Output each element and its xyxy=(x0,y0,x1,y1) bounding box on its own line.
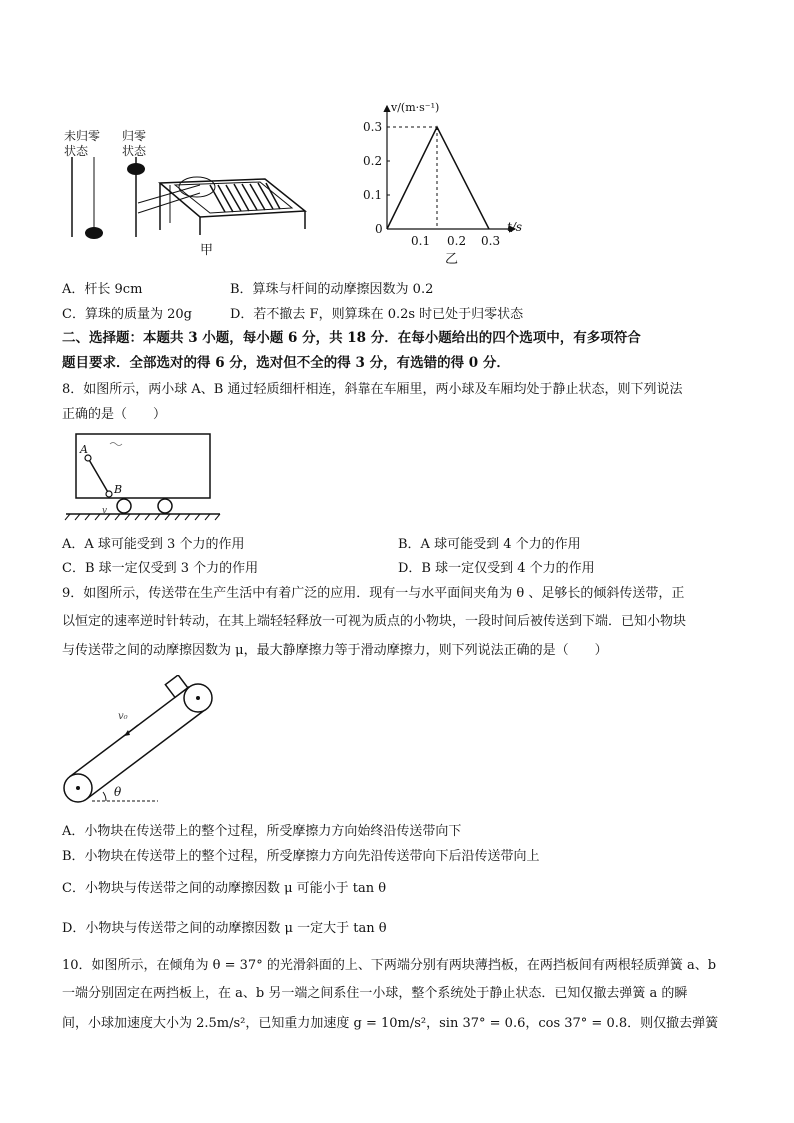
caption-jia: 甲 xyxy=(200,243,214,258)
q9-stem-line2: 以恒定的速率逆时针转动，在其上端轻轻释放一可视为质点的小物块，一段时间后被传送到下端．已知小物块 xyxy=(62,614,687,629)
bead-unreturned xyxy=(85,227,103,239)
label-returned-line2: 状态 xyxy=(122,144,147,158)
q8-figure xyxy=(62,428,222,523)
fig-label-b: B xyxy=(114,483,123,496)
y-tick-label: 0.3 xyxy=(363,120,383,134)
q8-option-b: B．A 球可能受到 4 个力的作用 xyxy=(398,537,581,552)
caption-yi: 乙 xyxy=(445,252,459,267)
belt-bottom xyxy=(86,709,206,799)
bead-returned xyxy=(127,163,145,175)
x-tick-label: 0.3 xyxy=(481,234,501,248)
q8-stem-line1: 8．如图所示，两小球 A、B 通过轻质细杆相连，斜靠在车厢里，两小球及车厢均处于静止状态，则下列说法 xyxy=(62,382,683,397)
fig-label-v0: v₀ xyxy=(118,711,128,722)
label-unreturned-line2: 状态 xyxy=(64,144,89,158)
rod xyxy=(88,458,109,494)
section2-heading-line1: 二、选择题：本题共 3 小题，每小题 6 分，共 18 分．在每小题给出的四个选项中，有多项符合 xyxy=(62,330,641,346)
q9-stem-line3: 与传送带之间的动摩擦因数为 μ，最大静摩擦力等于滑动摩擦力，则下列说法正确的是（ ） xyxy=(62,643,608,658)
q10-stem-line1: 10．如图所示，在倾角为 θ = 37° 的光滑斜面的上、下两端分别有两块薄挡板，在两挡板间有两根轻质弹簧 a、b xyxy=(62,958,717,973)
ball-b xyxy=(106,491,112,497)
wheel xyxy=(158,499,172,513)
section2-heading-line2: 题目要求．全部选对的得 6 分，选对但不全的得 3 分，有选错的得 0 分． xyxy=(62,355,510,371)
q10-stem-line2: 一端分别固定在两挡板上，在 a、b 另一端之间系住一小球，整个系统处于静止状态．已知仅撤去弹簧 a 的瞬 xyxy=(62,986,688,1001)
wheel xyxy=(117,499,131,513)
q8-stem-line2: 正确的是（ ） xyxy=(62,407,167,422)
velocity-curve xyxy=(387,127,489,229)
conveyor-belt-diagram xyxy=(62,675,222,810)
q10-stem-line3: 间，小球加速度大小为 2.5m/s²，已知重力加速度 g = 10m/s²，sin 37° = 0.6，cos 37° = 0.8．则仅撤去弹簧 xyxy=(62,1016,719,1031)
figure-yi xyxy=(355,100,525,265)
x-tick-label: 0.2 xyxy=(447,234,467,248)
fig-label-theta: θ xyxy=(114,785,122,799)
q8-option-d: D．B 球一定仅受到 4 个力的作用 xyxy=(398,561,595,576)
q9-figure xyxy=(62,675,222,810)
q7-option-c: C．算珠的质量为 20g xyxy=(62,307,192,322)
q8-option-c: C．B 球一定仅受到 3 个力的作用 xyxy=(62,561,259,576)
x-tick-label: 0.1 xyxy=(411,234,431,248)
y-tick-label: 0.1 xyxy=(363,188,383,202)
q9-option-a: A．小物块在传送带上的整个过程，所受摩擦力方向始终沿传送带向下 xyxy=(62,824,462,839)
q8-option-a: A．A 球可能受到 3 个力的作用 xyxy=(62,537,245,552)
label-returned-line1: 归零 xyxy=(122,129,147,143)
label-unreturned-line1: 未归零 xyxy=(64,129,101,143)
fig-label-v: v xyxy=(102,506,108,516)
q9-option-d: D．小物块与传送带之间的动摩擦因数 μ 一定大于 tan θ xyxy=(62,921,387,936)
q7-option-b: B．算珠与杆间的动摩擦因数为 0.2 xyxy=(230,282,434,297)
q7-option-a: A．杆长 9cm xyxy=(62,282,143,297)
q7-option-d: D．若不撤去 F，则算珠在 0.2s 时已处于归零状态 xyxy=(230,307,524,322)
q9-option-c: C．小物块与传送带之间的动摩擦因数 μ 可能小于 tan θ xyxy=(62,881,387,896)
origin-label: 0 xyxy=(375,222,383,236)
x-axis-label: t/s xyxy=(507,220,523,234)
y-tick-label: 0.2 xyxy=(363,154,383,168)
q9-stem-line1: 9．如图所示，传送带在生产生活中有着广泛的应用．现有一与水平面间夹角为 θ 、足够长的倾斜传送带，正 xyxy=(62,586,685,601)
fig-label-a: A xyxy=(80,443,88,456)
y-axis-label: v/(m·s⁻¹) xyxy=(391,101,440,114)
carriage xyxy=(76,434,210,498)
figure-jia xyxy=(60,125,330,260)
abacus-diagram xyxy=(60,125,330,260)
q9-option-b: B．小物块在传送带上的整个过程，所受摩擦力方向先沿传送带向下后沿传送带向上 xyxy=(62,849,540,864)
